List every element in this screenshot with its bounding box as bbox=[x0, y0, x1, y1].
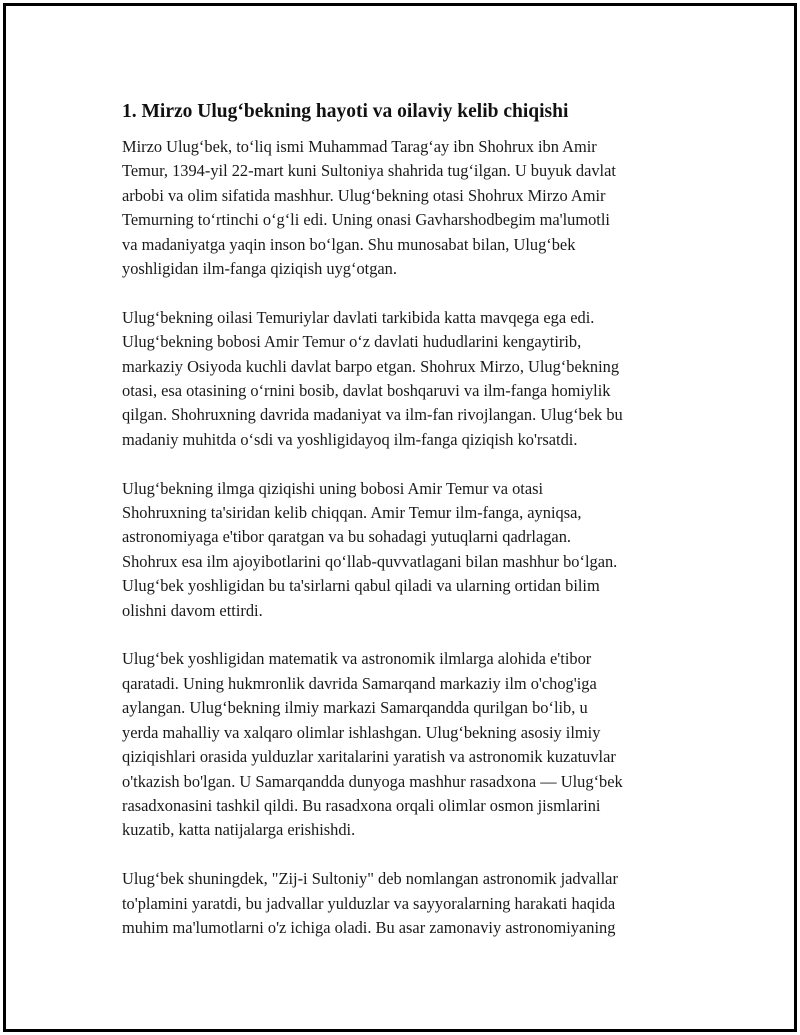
section-title: 1. Mirzo Ulug‘bekning hayoti va oilaviy kelib chiqishi bbox=[122, 101, 569, 122]
paragraph-zij-i-sultoniy: Ulug‘bek shuningdek, "Zij-i Sultoniy" deb nomlangan astronomik jadvallar to'plamini yaratdi, bu jadvallar yulduzlar va sayyoralarning harakati haqida muhim ma'lumotlarni o'z ichiga oladi. Bu asar zamonaviy astronomiyaning bbox=[122, 869, 618, 937]
paragraph-interest-in-science: Ulug‘bekning ilmga qiziqishi uning bobosi Amir Temur va otasi Shohruxning ta'siridan kelib chiqqan. Amir Temur ilm-fanga, ayniqsa, astronomiyaga e'tibor qaratgan va bu sohadagi yutuqlarni qadrlagan. Shohrux esa ilm ajoyibotlarini qo‘llab-quvvatlagani bilan mashhur bo‘lgan. Ulug‘bek yoshligidan bu ta'sirlarni qabul qiladi va ularning ortidan bilim olishni davom ettirdi. bbox=[122, 478, 618, 620]
document-body bbox=[122, 99, 688, 940]
paragraph-temurid-family: Ulug‘bekning oilasi Temuriylar davlati tarkibida katta mavqega ega edi. Ulug‘bekning bobosi Amir Temur o‘z davlati hududlarini kengaytirib, markaziy Osiyoda kuchli davlat barpo etgan. Shohrux Mirzo, Ulug‘bekning otasi, esa otasining o‘rnini bosib, davlat boshqaruvi va ilm-fanga homiylik qilgan. Shohruxning davrida madaniyat va ilm-fan rivojlangan. Ulug‘bek bu madaniy muhitda o‘sdi va yoshligidayoq ilm-fanga qiziqish ko'rsatdi. bbox=[122, 307, 623, 449]
paragraph-family-background: Mirzo Ulug‘bek, to‘liq ismi Muhammad Tarag‘ay ibn Shohrux ibn Amir Temur, 1394-yil 22-mart kuni Sultoniya shahrida tug‘ilgan. U buyuk davlat arbobi va olim sifatida mashhur. Ulug‘bekning otasi Shohrux Mirzo Amir Temurning to‘rtinchi o‘g‘li edi. Uning onasi Gavharshodbegim ma'lumotli va madaniyatga yaqin inson bo‘lgan. Shu munosabat bilan, Ulug‘bek yoshligidan ilm-fanga qiziqish uyg‘otgan. bbox=[122, 137, 616, 279]
page-frame bbox=[3, 3, 797, 1032]
paragraph-observatory: Ulug‘bek yoshligidan matematik va astronomik ilmlarga alohida e'tibor qaratadi. Uning hukmronlik davrida Samarqand markaziy ilm o'chog'iga aylangan. Ulug‘bekning ilmiy markazi Samarqandda qurilgan bo‘lib, u yerda mahalliy va xalqaro olimlar ishlashgan. Ulug‘bekning asosiy ilmiy qiziqishlari orasida yulduzlar xaritalarini yaratish va astronomik kuzatuvlar o'tkazish bo'lgan. U Samarqandda dunyoga mashhur rasadxona — Ulug‘bek rasadxonasini tashkil qildi. Bu rasadxona orqali olimlar osmon jismlarini kuzatib, katta natijalarga erishishdi. bbox=[122, 649, 623, 840]
